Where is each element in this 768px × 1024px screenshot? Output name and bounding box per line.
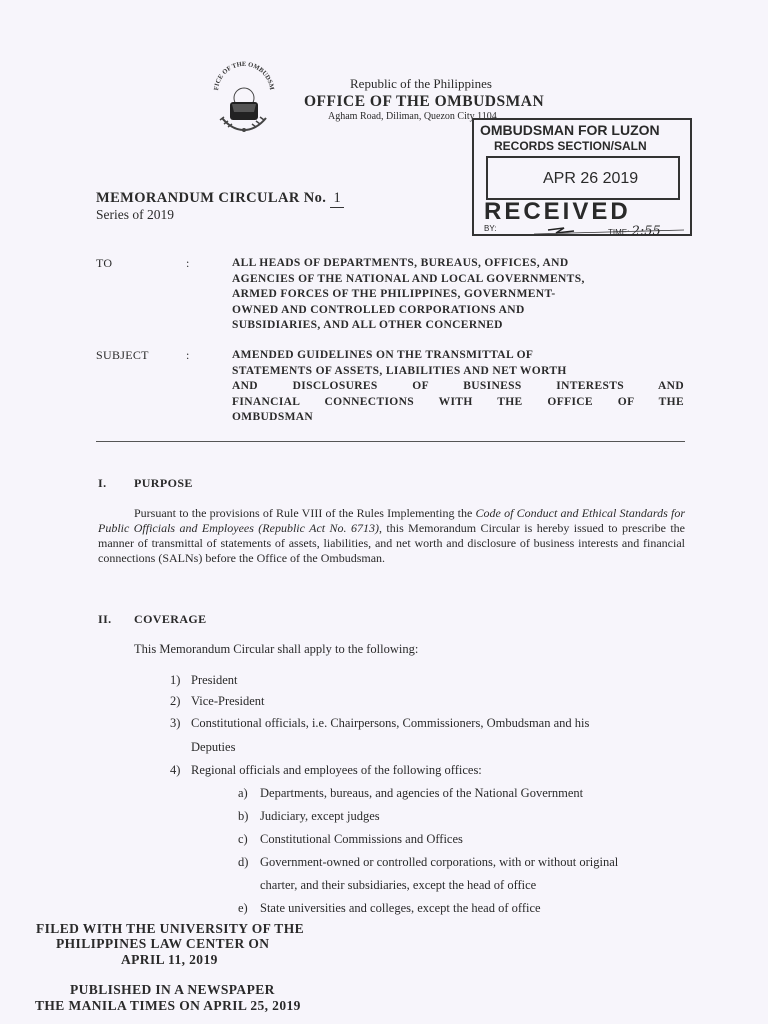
coverage-numeral: II. — [98, 612, 112, 626]
purpose-heading: PURPOSE — [134, 476, 193, 490]
stamp-signature — [534, 216, 684, 238]
purpose-paragraph: Pursuant to the provisions of Rule VIII of the Rules Implementing the Code of Conduct and Ethical Standards for Public Officials and Employees (Republic Act No. 6713), this Memorandum Circular is hereby issued to prescribe the manner of transmittal of statements of assets, liabilities, and net worth and disclosure of business interests and financial connections (SALNs) before the Office of the Ombudsman. — [98, 506, 686, 565]
purpose-ra-citation: Code of Conduct and Ethical Standards for Public Officials and Employees (Republic Act No. 6713) — [98, 506, 686, 535]
purpose-numeral: I. — [98, 476, 107, 490]
subject-colon: : — [186, 348, 190, 362]
to-line: OWNED AND CONTROLLED CORPORATIONS AND — [232, 303, 525, 316]
list-item-number: 4) — [170, 763, 181, 777]
received-stamp — [472, 118, 692, 239]
stamp-date-box — [486, 156, 680, 200]
sublist-item-letter: a) — [238, 786, 248, 800]
subject-line: AMENDED GUIDELINES ON THE TRANSMITTAL OF — [232, 349, 534, 361]
to-colon: : — [186, 256, 190, 270]
sublist-item-continuation: charter, and their subsidiaries, except the head of office — [260, 878, 537, 892]
sublist-item-letter: c) — [238, 832, 248, 846]
office-address: Agham Road, Diliman, Quezon City 1104 — [328, 111, 497, 122]
to-line: ARMED FORCES OF THE PHILIPPINES, GOVERNMENT- — [232, 288, 556, 300]
to-line: AGENCIES OF THE NATIONAL AND LOCAL GOVERNMENTS, — [232, 272, 585, 285]
stamp-date: APR 26 2019 — [543, 170, 639, 187]
list-item: Regional officials and employees of the following offices: — [191, 763, 482, 777]
list-item: President — [191, 673, 238, 687]
stamp-office: OMBUDSMAN FOR LUZON — [480, 122, 660, 138]
subject-line: AND DISCLOSURES OF BUSINESS INTERESTS AND — [232, 380, 684, 392]
filed-note-date: APRIL 11, 2019 — [121, 952, 218, 967]
to-label: TO — [96, 256, 113, 270]
list-item-continuation: Deputies — [191, 740, 236, 754]
sublist-item-letter: b) — [238, 809, 249, 823]
list-item-number: 2) — [170, 694, 181, 708]
coverage-heading: COVERAGE — [134, 612, 207, 626]
subject-line: FINANCIAL CONNECTIONS WITH THE OFFICE OF THE — [232, 395, 684, 408]
list-item-number: 3) — [170, 716, 181, 730]
sublist-item: Constitutional Commissions and Offices — [260, 832, 463, 846]
list-item: Constitutional officials, i.e. Chairpersons, Commissioners, Ombudsman and his — [191, 716, 590, 730]
sublist-item-letter: e) — [238, 901, 248, 915]
list-item: Vice-President — [191, 694, 265, 708]
memo-series: Series of 2019 — [96, 207, 174, 222]
sublist-item: Judiciary, except judges — [260, 809, 380, 823]
header-divider — [96, 441, 685, 442]
sublist-item: State universities and colleges, except the head of office — [260, 901, 541, 915]
to-line: ALL HEADS OF DEPARTMENTS, BUREAUS, OFFICES, AND — [232, 257, 569, 269]
list-item-number: 1) — [170, 673, 181, 687]
filed-note-line: FILED WITH THE UNIVERSITY OF THE — [36, 921, 304, 936]
published-note-date: THE MANILA TIMES ON APRIL 25, 2019 — [35, 998, 301, 1013]
sublist-item: Government-owned or controlled corporations, with or without original — [260, 855, 619, 869]
ombudsman-seal-logo — [208, 58, 280, 142]
subject-text — [232, 348, 684, 426]
stamp-section: RECORDS SECTION/SALN — [494, 139, 647, 153]
to-recipients — [232, 256, 672, 334]
svg-text:OFFICE OF THE OMBUDSMAN: FICE OF THE OMBUDSM — [213, 60, 276, 91]
memo-title: MEMORANDUM CIRCULAR No. 1 — [96, 190, 344, 208]
subject-label: SUBJECT — [96, 348, 149, 362]
subject-line: STATEMENTS OF ASSETS, LIABILITIES AND NET WORTH — [232, 364, 567, 377]
filed-note-line: PHILIPPINES LAW CENTER ON — [56, 936, 270, 951]
stamp-received-label: RECEIVED — [484, 198, 631, 225]
subject-line: OMBUDSMAN — [232, 411, 314, 423]
stamp-by-label: BY: — [484, 224, 497, 233]
stamp-time-value: 2:55 — [631, 224, 661, 239]
sublist-item: Departments, bureaus, and agencies of the National Government — [260, 786, 584, 800]
office-name: OFFICE OF THE OMBUDSMAN — [304, 93, 545, 110]
published-note-line: PUBLISHED IN A NEWSPAPER — [70, 982, 275, 997]
sublist-item-letter: d) — [238, 855, 249, 869]
republic-heading: Republic of the Philippines — [350, 76, 492, 91]
to-line: SUBSIDIARIES, AND ALL OTHER CONCERNED — [232, 319, 503, 331]
stamp-time-label: TIME: 2:55 — [608, 224, 661, 239]
coverage-intro: This Memorandum Circular shall apply to the following: — [134, 642, 419, 656]
memo-number: 1 — [330, 190, 344, 208]
